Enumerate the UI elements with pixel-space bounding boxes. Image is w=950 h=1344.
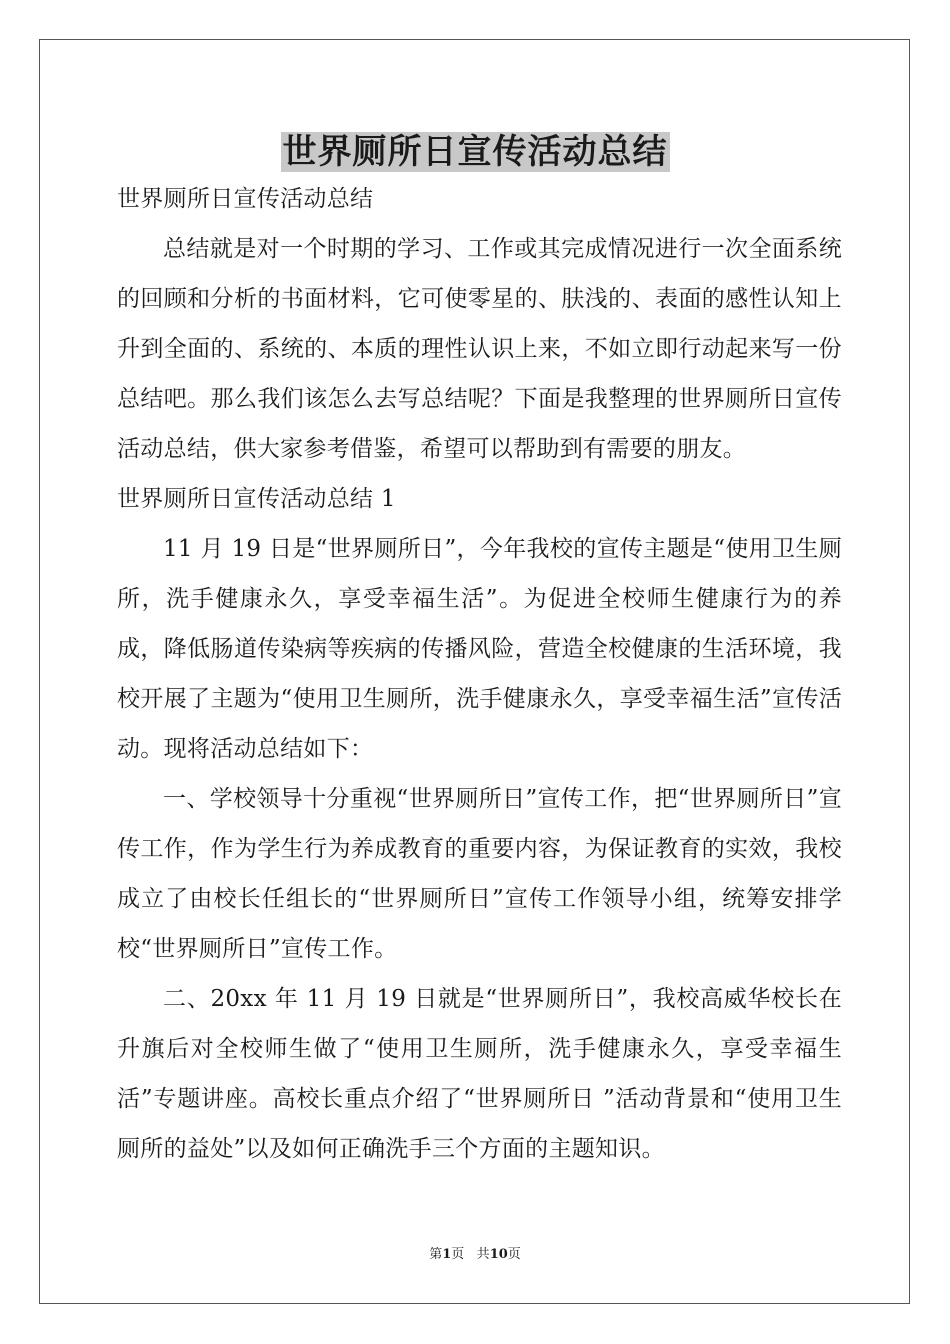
page-label-suffix: 页 (451, 1247, 465, 1262)
body-paragraph-2: 一、学校领导十分重视“世界厕所日”宣传工作，把“世界厕所日”宣传工作，作为学生行为养成教育的重要内容，为保证教育的实效，我校成立了由校长任组长的“世界厕所日”宣传工作领导小组，统筹安排学校“世界厕所日”宣传工作。 (117, 786, 842, 962)
body-paragraph-1: 11 月 19 日是“世界厕所日”，今年我校的宣传主题是“使用卫生厕所，洗手健康永久，享受幸福生活”。为促进全校师生健康行为的养成，降低肠道传染病等疾病的传播风险，营造全校健康的生活环境，我校开展了主题为“使用卫生厕所，洗手健康永久，享受幸福生活”宣传活动。现将活动总结如下： (117, 536, 842, 762)
document-subtitle: 世界厕所日宣传活动总结 (117, 186, 374, 212)
total-label-prefix: 共 (476, 1247, 490, 1262)
document-title (0, 128, 950, 176)
document-title-text: 世界厕所日宣传活动总结 (282, 132, 668, 172)
total-pages: 10 (489, 1247, 508, 1262)
body-paragraph-3: 二、20xx 年 11 月 19 日就是“世界厕所日”，我校高威华校长在升旗后对全校师生做了“使用卫生厕所，洗手健康永久，享受幸福生活”专题讲座。高校长重点介绍了“世界厕所日 ”活动背景和“使用卫生厕所的益处”以及如何正确洗手三个方面的主题知识。 (117, 986, 842, 1162)
page-number: 1 (442, 1247, 452, 1262)
page-footer (0, 1246, 950, 1264)
page-label-prefix: 第 (429, 1247, 443, 1262)
total-label-suffix: 页 (507, 1247, 521, 1262)
document-body (117, 174, 842, 1174)
section-heading: 世界厕所日宣传活动总结 1 (117, 486, 396, 512)
intro-paragraph: 总结就是对一个时期的学习、工作或其完成情况进行一次全面系统的回顾和分析的书面材料，它可使零星的、肤浅的、表面的感性认知上升到全面的、系统的、本质的理性认识上来，不如立即行动起来写一份总结吧。那么我们该怎么去写总结呢？下面是我整理的世界厕所日宣传活动总结，供大家参考借鉴，希望可以帮助到有需要的朋友。 (117, 236, 842, 462)
